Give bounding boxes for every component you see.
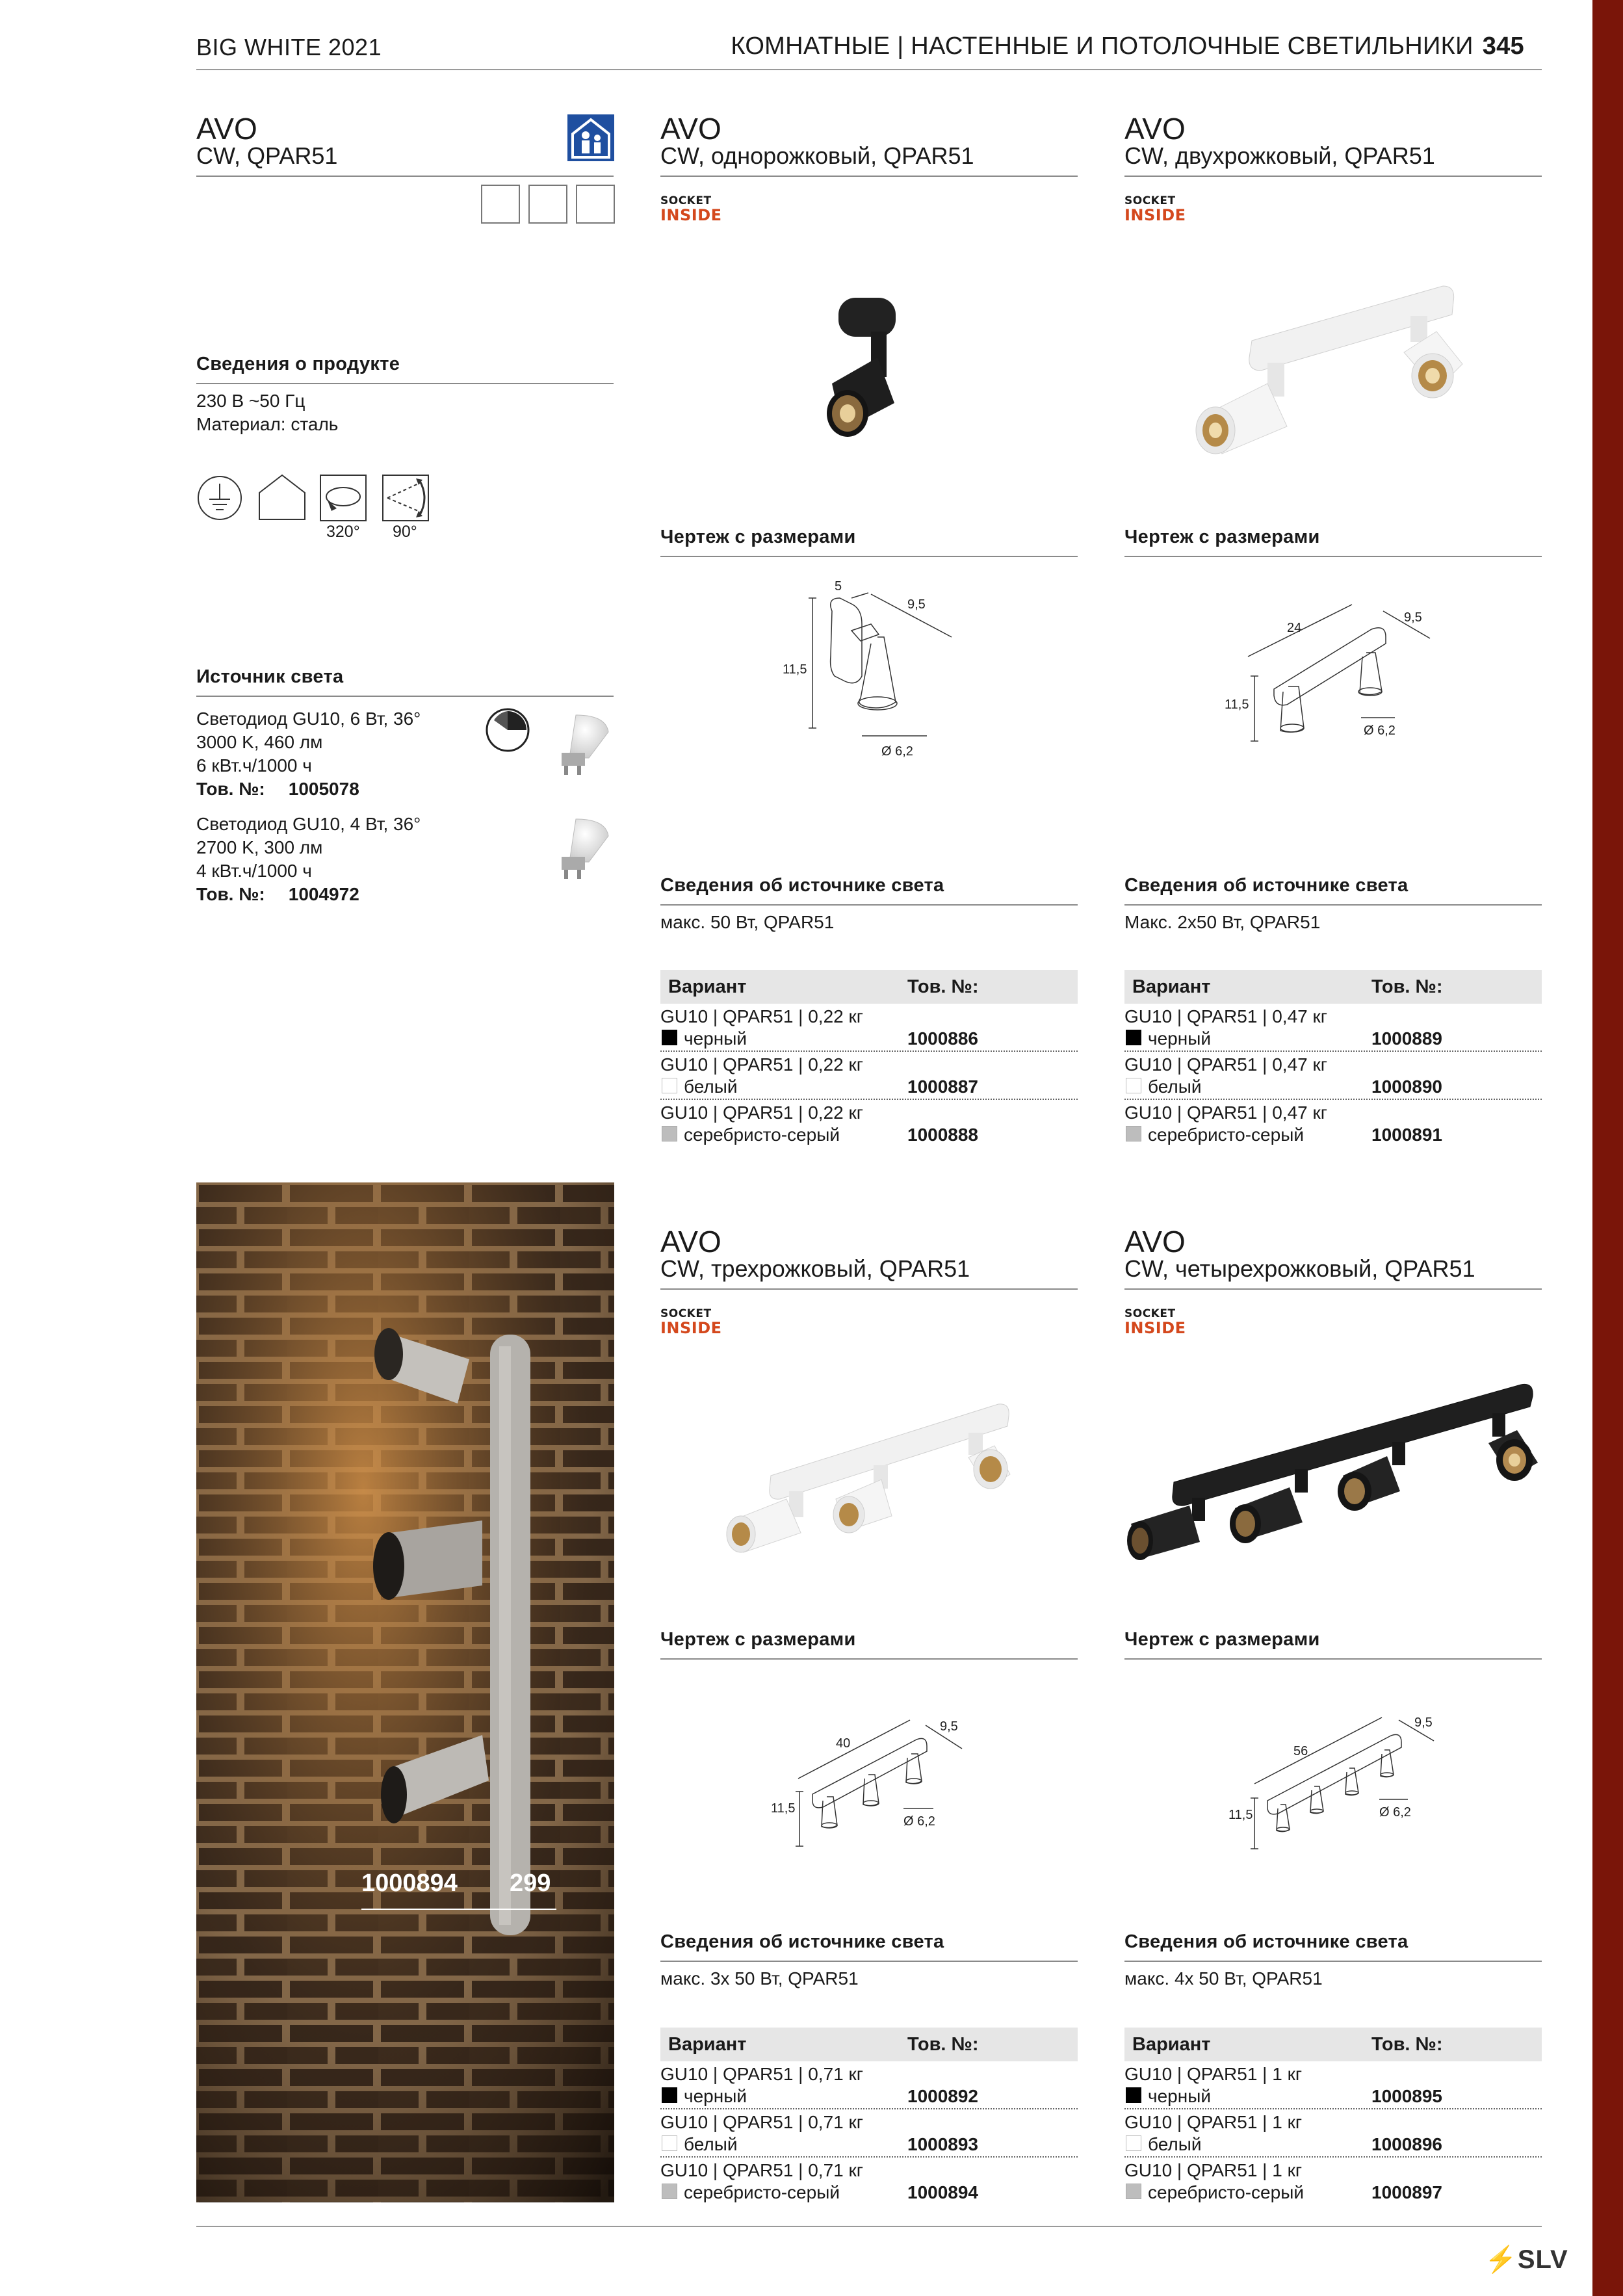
dim-1-d: Ø 6,2 bbox=[881, 744, 913, 759]
socket-badge-line2: INSIDE bbox=[1124, 206, 1186, 224]
row-color-swatch bbox=[1126, 1030, 1141, 1045]
slv-logo bbox=[1485, 2244, 1568, 2275]
gu10-bulb-icon bbox=[543, 712, 612, 777]
ceiling-light-icon bbox=[1555, 17, 1590, 40]
row-art-number: 1000895 bbox=[1371, 2086, 1443, 2106]
row-color: белый bbox=[1148, 2134, 1202, 2154]
product-3-ls-section bbox=[660, 1931, 1078, 1990]
table-row bbox=[660, 1004, 1078, 1052]
dim-4-d: Ø 6,2 bbox=[1379, 1805, 1411, 1820]
product-3-title-rule bbox=[660, 1288, 1078, 1290]
protective-earth-icon bbox=[196, 475, 243, 521]
row-color-swatch bbox=[1126, 2184, 1141, 2199]
row-color: серебристо-серый bbox=[1148, 1125, 1304, 1145]
product-3-variant-table bbox=[660, 2028, 1078, 2204]
row-color: серебристо-серый bbox=[1148, 2182, 1304, 2202]
product-1-image bbox=[812, 286, 929, 449]
product-3-drawing-section bbox=[660, 1629, 1078, 1660]
photo-art-number: 1000894 bbox=[361, 1870, 458, 1897]
dim-2-d: Ø 6,2 bbox=[1364, 724, 1396, 738]
variant-table-header bbox=[660, 970, 1078, 1004]
row-spec: GU10 | QPAR51 | 0,47 кг bbox=[1124, 1102, 1327, 1123]
product-1-header bbox=[660, 114, 1078, 177]
row-color-swatch bbox=[662, 1030, 677, 1045]
row-color-swatch bbox=[662, 1078, 677, 1093]
dim-2-h: 11,5 bbox=[1225, 698, 1249, 712]
table-row bbox=[1124, 2061, 1542, 2109]
product-4-title-rule bbox=[1124, 1288, 1542, 1290]
section-title bbox=[731, 33, 1524, 60]
socket-inside-badge bbox=[660, 194, 722, 222]
product-2-ls-section bbox=[1124, 875, 1542, 934]
page-number: 345 bbox=[1482, 33, 1524, 60]
product-2-drawing-rule bbox=[1124, 556, 1542, 557]
dim-3-a: 40 bbox=[836, 1736, 851, 1751]
ls2-line2: 2700 K, 300 лм bbox=[196, 837, 323, 857]
dim-2-b: 9,5 bbox=[1404, 610, 1422, 625]
light-source-rule bbox=[196, 696, 614, 697]
product-2-drawing-section bbox=[1124, 527, 1542, 557]
row-spec: GU10 | QPAR51 | 0,71 кг bbox=[660, 2160, 863, 2180]
product-info-section bbox=[196, 354, 614, 436]
socket-inside-badge bbox=[1124, 1307, 1186, 1335]
ls2-line3: 4 кВт.ч/1000 ч bbox=[196, 861, 312, 881]
product-4-drawing-title: Чертеж с размерами bbox=[1124, 1629, 1320, 1650]
row-spec: GU10 | QPAR51 | 0,22 кг bbox=[660, 1054, 863, 1075]
rotate-icon bbox=[320, 475, 367, 521]
variant-table-header bbox=[1124, 970, 1542, 1004]
row-spec: GU10 | QPAR51 | 0,71 кг bbox=[660, 2112, 863, 2132]
row-art-number: 1000887 bbox=[907, 1076, 979, 1097]
ls1-art-number: 1005078 bbox=[288, 779, 359, 799]
product-2-ls-title: Сведения об источнике света bbox=[1124, 875, 1409, 896]
product-3-ls-text: макс. 3x 50 Вт, QPAR51 bbox=[660, 1968, 859, 1989]
catalog-title: BIG WHITE 2021 bbox=[196, 34, 382, 60]
product-1-subtitle: CW, однорожковый, QPAR51 bbox=[660, 142, 974, 169]
row-art-number: 1000888 bbox=[907, 1125, 979, 1145]
product-4-ls-rule bbox=[1124, 1961, 1542, 1962]
product-4-ls-section bbox=[1124, 1931, 1542, 1990]
row-art-number: 1000886 bbox=[907, 1028, 979, 1049]
product-4-drawing-rule bbox=[1124, 1658, 1542, 1660]
table-row bbox=[1124, 1004, 1542, 1052]
dim-3-h: 11,5 bbox=[771, 1801, 796, 1816]
ls2-art-label: Тов. №: bbox=[196, 884, 265, 904]
dim-4-h: 11,5 bbox=[1228, 1808, 1253, 1822]
product-info-voltage: 230 В ~50 Гц bbox=[196, 391, 305, 411]
rotate-label: 320° bbox=[326, 523, 360, 541]
row-art-number: 1000893 bbox=[907, 2134, 979, 2154]
product-4-variant-table bbox=[1124, 2028, 1542, 2204]
socket-inside-badge bbox=[1124, 194, 1186, 222]
product-2-dimension-drawing bbox=[1215, 598, 1475, 748]
ls1-line1: Светодиод GU10, 6 Вт, 36° bbox=[196, 709, 421, 729]
gu10-bulb-icon bbox=[543, 816, 612, 881]
product-3-ls-rule bbox=[660, 1961, 1078, 1962]
row-color-swatch bbox=[662, 2184, 677, 2199]
table-row bbox=[660, 2158, 1078, 2204]
product-2-variant-table bbox=[1124, 970, 1542, 1147]
ls2-line1: Светодиод GU10, 4 Вт, 36° bbox=[196, 814, 421, 834]
row-color-swatch bbox=[1126, 2087, 1141, 2103]
intro-column bbox=[196, 114, 614, 177]
row-color-swatch bbox=[1126, 1078, 1141, 1093]
product-4-drawing-section bbox=[1124, 1629, 1542, 1660]
row-spec: GU10 | QPAR51 | 0,71 кг bbox=[660, 2064, 863, 2084]
row-color: белый bbox=[684, 2134, 738, 2154]
indoor-house-icon bbox=[257, 473, 307, 521]
product-4-subtitle: CW, четырехрожковый, QPAR51 bbox=[1124, 1255, 1475, 1282]
product-3-drawing-rule bbox=[660, 1658, 1078, 1660]
product-2-ls-rule bbox=[1124, 904, 1542, 906]
socket-inside-badge bbox=[660, 1307, 722, 1335]
ls1-line2: 3000 K, 460 лм bbox=[196, 732, 323, 752]
variant-col-header: Вариант bbox=[668, 2034, 747, 2055]
socket-badge-line2: INSIDE bbox=[1124, 1319, 1186, 1337]
product-4-title: AVO bbox=[1124, 1225, 1186, 1259]
product-1-drawing-title: Чертеж с размерами bbox=[660, 527, 856, 547]
product-1-ls-section bbox=[660, 875, 1078, 934]
product-info-rule bbox=[196, 383, 614, 384]
row-color: черный bbox=[1148, 2086, 1211, 2106]
product-2-ls-text: Макс. 2x50 Вт, QPAR51 bbox=[1124, 912, 1321, 932]
product-3-title: AVO bbox=[660, 1225, 721, 1259]
row-art-number: 1000896 bbox=[1371, 2134, 1443, 2154]
variant-col-header: Вариант bbox=[668, 976, 747, 997]
socket-badge-line2: INSIDE bbox=[660, 206, 722, 224]
row-color-swatch bbox=[1126, 2135, 1141, 2151]
product-1-dimension-drawing bbox=[780, 572, 975, 774]
art-col-header: Тов. №: bbox=[907, 2034, 979, 2055]
indoor-family-icon bbox=[567, 114, 614, 161]
product-3-image bbox=[721, 1398, 1020, 1554]
product-info-title: Сведения о продукте bbox=[196, 354, 400, 374]
product-2-title: AVO bbox=[1124, 112, 1186, 146]
socket-badge-line1: SOCKET bbox=[660, 194, 712, 207]
table-row bbox=[1124, 1100, 1542, 1147]
variant-table-header bbox=[1124, 2028, 1542, 2061]
art-col-header: Тов. №: bbox=[1371, 976, 1443, 997]
table-row bbox=[660, 2061, 1078, 2109]
ls1-line3: 6 кВт.ч/1000 ч bbox=[196, 755, 312, 776]
product-info-material: Материал: сталь bbox=[196, 414, 339, 434]
row-color-swatch bbox=[662, 2087, 677, 2103]
row-spec: GU10 | QPAR51 | 0,47 кг bbox=[1124, 1054, 1327, 1075]
row-art-number: 1000892 bbox=[907, 2086, 979, 2106]
product-4-image bbox=[1124, 1378, 1547, 1573]
intro-subtitle: CW, QPAR51 bbox=[196, 142, 338, 169]
row-color: черный bbox=[684, 1028, 747, 1049]
product-4-dimension-drawing bbox=[1228, 1710, 1449, 1872]
light-source-title: Источник света bbox=[196, 666, 344, 687]
row-color-swatch bbox=[1126, 1126, 1141, 1141]
row-color: белый bbox=[1148, 1076, 1202, 1097]
socket-badge-line1: SOCKET bbox=[1124, 1307, 1176, 1320]
art-col-header: Тов. №: bbox=[1371, 2034, 1443, 2055]
row-spec: GU10 | QPAR51 | 1 кг bbox=[1124, 2064, 1303, 2084]
photo-page-ref: 299 bbox=[510, 1870, 551, 1897]
table-row bbox=[1124, 1052, 1542, 1100]
table-row bbox=[660, 1100, 1078, 1147]
product-1-title: AVO bbox=[660, 112, 721, 146]
dim-4-b: 9,5 bbox=[1414, 1715, 1433, 1730]
dim-2-a: 24 bbox=[1287, 621, 1302, 635]
dim-4-a: 56 bbox=[1293, 1744, 1308, 1758]
product-2-drawing-title: Чертеж с размерами bbox=[1124, 527, 1320, 547]
ls2-art-number: 1004972 bbox=[288, 884, 359, 904]
photo-caption-rule bbox=[361, 1909, 556, 1910]
ls1-art-label: Тов. №: bbox=[196, 779, 265, 799]
row-spec: GU10 | QPAR51 | 0,47 кг bbox=[1124, 1006, 1327, 1026]
color-swatch-black bbox=[481, 185, 520, 224]
variant-col-header: Вариант bbox=[1132, 2034, 1211, 2055]
variant-table-header bbox=[660, 2028, 1078, 2061]
row-color: серебристо-серый bbox=[684, 2182, 840, 2202]
product-3-subtitle: CW, трехрожковый, QPAR51 bbox=[660, 1255, 970, 1282]
section-label: КОМНАТНЫЕ | НАСТЕННЫЕ И ПОТОЛОЧНЫЕ СВЕТИЛЬНИКИ bbox=[731, 33, 1474, 60]
table-row bbox=[1124, 2109, 1542, 2158]
slv-brand: SLV bbox=[1517, 2245, 1568, 2274]
socket-badge-line2: INSIDE bbox=[660, 1319, 722, 1337]
product-1-drawing-section bbox=[660, 527, 1078, 557]
row-art-number: 1000897 bbox=[1371, 2182, 1443, 2202]
product-4-header bbox=[1124, 1227, 1542, 1290]
dim-3-d: Ø 6,2 bbox=[903, 1814, 935, 1829]
dimmable-icon bbox=[485, 707, 530, 753]
color-swatch-white bbox=[528, 185, 567, 224]
product-2-header bbox=[1124, 114, 1542, 177]
dim-1-a: 5 bbox=[835, 579, 842, 594]
product-3-dimension-drawing bbox=[767, 1716, 988, 1879]
row-spec: GU10 | QPAR51 | 1 кг bbox=[1124, 2160, 1303, 2180]
row-spec: GU10 | QPAR51 | 0,22 кг bbox=[660, 1102, 863, 1123]
lifestyle-photo bbox=[196, 1182, 614, 2202]
accent-side-bar bbox=[1592, 0, 1623, 2296]
product-1-title-rule bbox=[660, 176, 1078, 177]
dim-1-h: 11,5 bbox=[783, 662, 807, 677]
dim-1-b: 9,5 bbox=[907, 597, 926, 612]
row-color-swatch bbox=[662, 1126, 677, 1141]
row-color-swatch bbox=[662, 2135, 677, 2151]
table-row bbox=[660, 1052, 1078, 1100]
row-art-number: 1000890 bbox=[1371, 1076, 1443, 1097]
footer-rule bbox=[196, 2226, 1542, 2227]
product-1-variant-table bbox=[660, 970, 1078, 1147]
dim-3-b: 9,5 bbox=[940, 1719, 958, 1734]
variant-col-header: Вариант bbox=[1132, 976, 1211, 997]
product-4-ls-title: Сведения об источнике света bbox=[1124, 1931, 1409, 1952]
tilt-label: 90° bbox=[393, 523, 417, 541]
product-2-image bbox=[1189, 280, 1475, 462]
product-1-ls-title: Сведения об источнике света bbox=[660, 875, 944, 896]
product-3-ls-title: Сведения об источнике света bbox=[660, 1931, 944, 1952]
row-art-number: 1000894 bbox=[907, 2182, 979, 2202]
table-row bbox=[1124, 2158, 1542, 2204]
product-4-ls-text: макс. 4x 50 Вт, QPAR51 bbox=[1124, 1968, 1323, 1989]
intro-title-rule bbox=[196, 176, 614, 177]
row-art-number: 1000891 bbox=[1371, 1125, 1443, 1145]
brick-wall-photo bbox=[196, 1182, 614, 2202]
intro-title: AVO bbox=[196, 112, 257, 146]
color-swatch-grey bbox=[576, 185, 615, 224]
lightning-icon: ⚡ bbox=[1485, 2245, 1518, 2274]
header-rule bbox=[196, 69, 1542, 70]
product-2-title-rule bbox=[1124, 176, 1542, 177]
row-color: черный bbox=[1148, 1028, 1211, 1049]
product-1-ls-text: макс. 50 Вт, QPAR51 bbox=[660, 912, 835, 932]
row-spec: GU10 | QPAR51 | 1 кг bbox=[1124, 2112, 1303, 2132]
table-row bbox=[660, 2109, 1078, 2158]
product-1-drawing-rule bbox=[660, 556, 1078, 557]
product-3-header bbox=[660, 1227, 1078, 1290]
tilt-icon bbox=[382, 475, 429, 521]
product-1-ls-rule bbox=[660, 904, 1078, 906]
art-col-header: Тов. №: bbox=[907, 976, 979, 997]
product-2-subtitle: CW, двухрожковый, QPAR51 bbox=[1124, 142, 1435, 169]
row-spec: GU10 | QPAR51 | 0,22 кг bbox=[660, 1006, 863, 1026]
row-color: серебристо-серый bbox=[684, 1125, 840, 1145]
row-color: черный bbox=[684, 2086, 747, 2106]
row-color: белый bbox=[684, 1076, 738, 1097]
socket-badge-line1: SOCKET bbox=[1124, 194, 1176, 207]
row-art-number: 1000889 bbox=[1371, 1028, 1443, 1049]
socket-badge-line1: SOCKET bbox=[660, 1307, 712, 1320]
product-3-drawing-title: Чертеж с размерами bbox=[660, 1629, 856, 1650]
